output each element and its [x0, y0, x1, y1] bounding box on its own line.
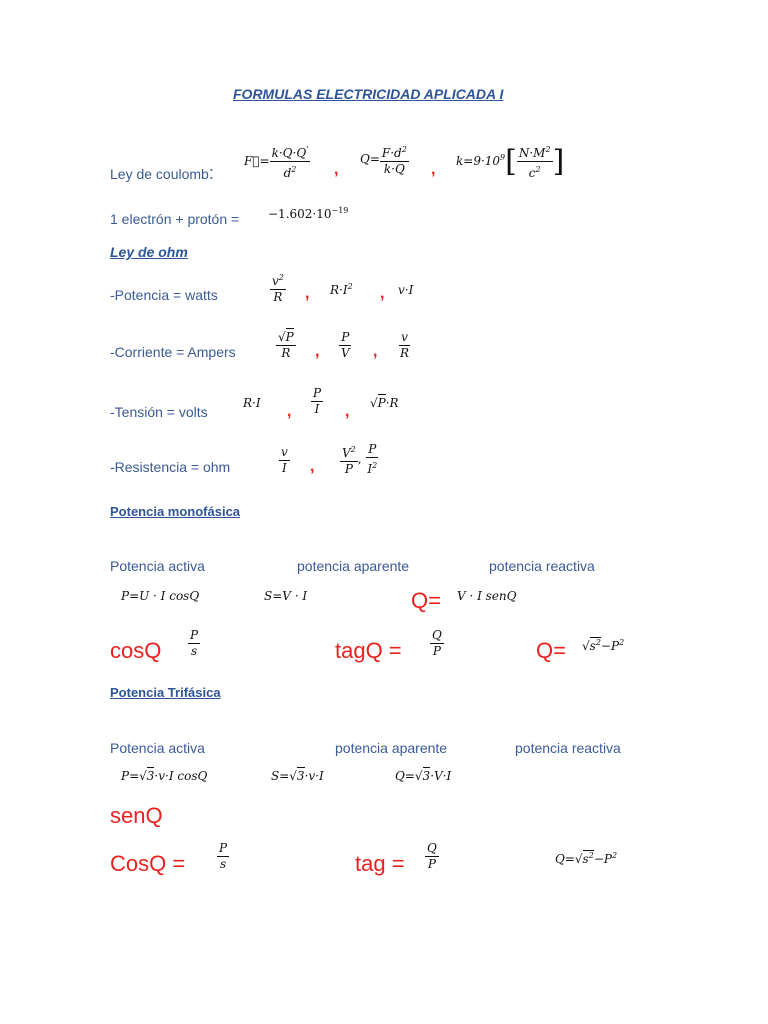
tri-sen-label: senQ [110, 803, 163, 828]
tri-formula-reactiva: Q=√3·V·I [395, 769, 452, 783]
tension-formula-3: √P·R [370, 396, 399, 410]
potencia-label: -Potencia = watts [110, 287, 218, 303]
electron-value: $-1.602\cdot 10^{-19}$ [268, 206, 349, 221]
mono-tag-formula: $\frac{Q}{P}$ [432, 628, 442, 658]
comma: , [315, 343, 320, 360]
mono-q2-formula: $√s^2-P^2$ [582, 638, 625, 653]
mono-col-activa: Potencia activa [110, 558, 205, 574]
comma: , [334, 161, 339, 178]
mono-cos-label: cosQ [110, 638, 162, 663]
tri-formula-aparente: S=√3·v·I [271, 769, 324, 783]
corriente-formula-3: $\frac{v}{R}$ [400, 330, 410, 360]
potencia-formula-2: $R\cdot I^2$ [330, 282, 353, 297]
tri-col-reactiva: potencia reactiva [515, 740, 621, 756]
mono-q2-label: Q= [536, 638, 566, 663]
tri-cos-formula: $\frac{P}{s}$ [219, 841, 228, 871]
tension-formula-2: $\frac{P}{I}$ [313, 386, 322, 416]
potencia-formula-1: $\frac{v^2}{R}$ [270, 270, 286, 305]
comma: , [287, 403, 292, 420]
tri-q-formula: $Q=√s^2-P^2$ [555, 851, 618, 866]
comma: , [305, 285, 310, 302]
comma: , [373, 343, 378, 360]
resistencia-formula-2: $\frac{V^2}{P}$ , $\frac{P}{I^2}$ [342, 442, 378, 476]
page-title: FORMULAS ELECTRICIDAD APLICADA I [233, 86, 504, 102]
tri-tag-label: tag = [355, 851, 405, 876]
coulomb-formula-charge: Q= $\frac{F\cdot d^2}{k\cdot Q}$ [360, 142, 409, 177]
mono-tag-label: tagQ = [335, 638, 402, 663]
comma: , [345, 403, 350, 420]
electron-label: 1 electrón + protón = [110, 211, 240, 227]
tri-tag-formula: $\frac{Q}{P}$ [427, 841, 437, 871]
potencia-formula-3: v·I [398, 283, 414, 297]
mono-formula-aparente: S=V · I [264, 589, 308, 603]
mono-formula-activa: P=U · I cosQ [121, 589, 200, 603]
monofasica-heading: Potencia monofásica [110, 504, 241, 519]
mono-col-aparente: potencia aparente [297, 558, 410, 574]
ohm-heading: Ley de ohm [110, 244, 188, 260]
resistencia-formula-1: $\frac{v}{I}$ [281, 445, 288, 475]
trifasica-heading: Potencia Trifásica [110, 685, 221, 700]
coulomb-label: Ley de coulomb: [110, 163, 214, 183]
tension-formula-1: R·I [243, 396, 261, 410]
comma: , [380, 285, 385, 302]
comma: , [310, 458, 315, 475]
tri-col-activa: Potencia activa [110, 740, 205, 756]
resistencia-label: -Resistencia = ohm [110, 459, 231, 475]
corriente-formula-1: $\frac{√P}{R}$ [278, 330, 294, 360]
mono-cos-formula: $\frac{P}{s}$ [190, 628, 199, 658]
corriente-label: -Corriente = Ampers [110, 344, 236, 360]
coulomb-formula-force: F⃗= $\frac{k\cdot Q\cdot Q'}{d^2}$ [244, 142, 310, 181]
tri-col-aparente: potencia aparente [335, 740, 448, 756]
mono-col-reactiva: potencia reactiva [489, 558, 595, 574]
corriente-formula-2: $\frac{P}{V}$ [341, 330, 350, 360]
tension-label: -Tensión = volts [110, 404, 208, 420]
mono-formula-reactiva: V · I senQ [457, 589, 517, 603]
mono-q-label: Q= [411, 588, 441, 613]
comma: , [431, 161, 436, 178]
tri-formula-activa: P=√3·v·I cosQ [121, 769, 208, 783]
tri-cos-label: CosQ = [110, 851, 186, 876]
coulomb-constant: $k=9\cdot 10^9$[ $\frac{N\cdot M^2}{c^2}$ ] [456, 144, 565, 180]
